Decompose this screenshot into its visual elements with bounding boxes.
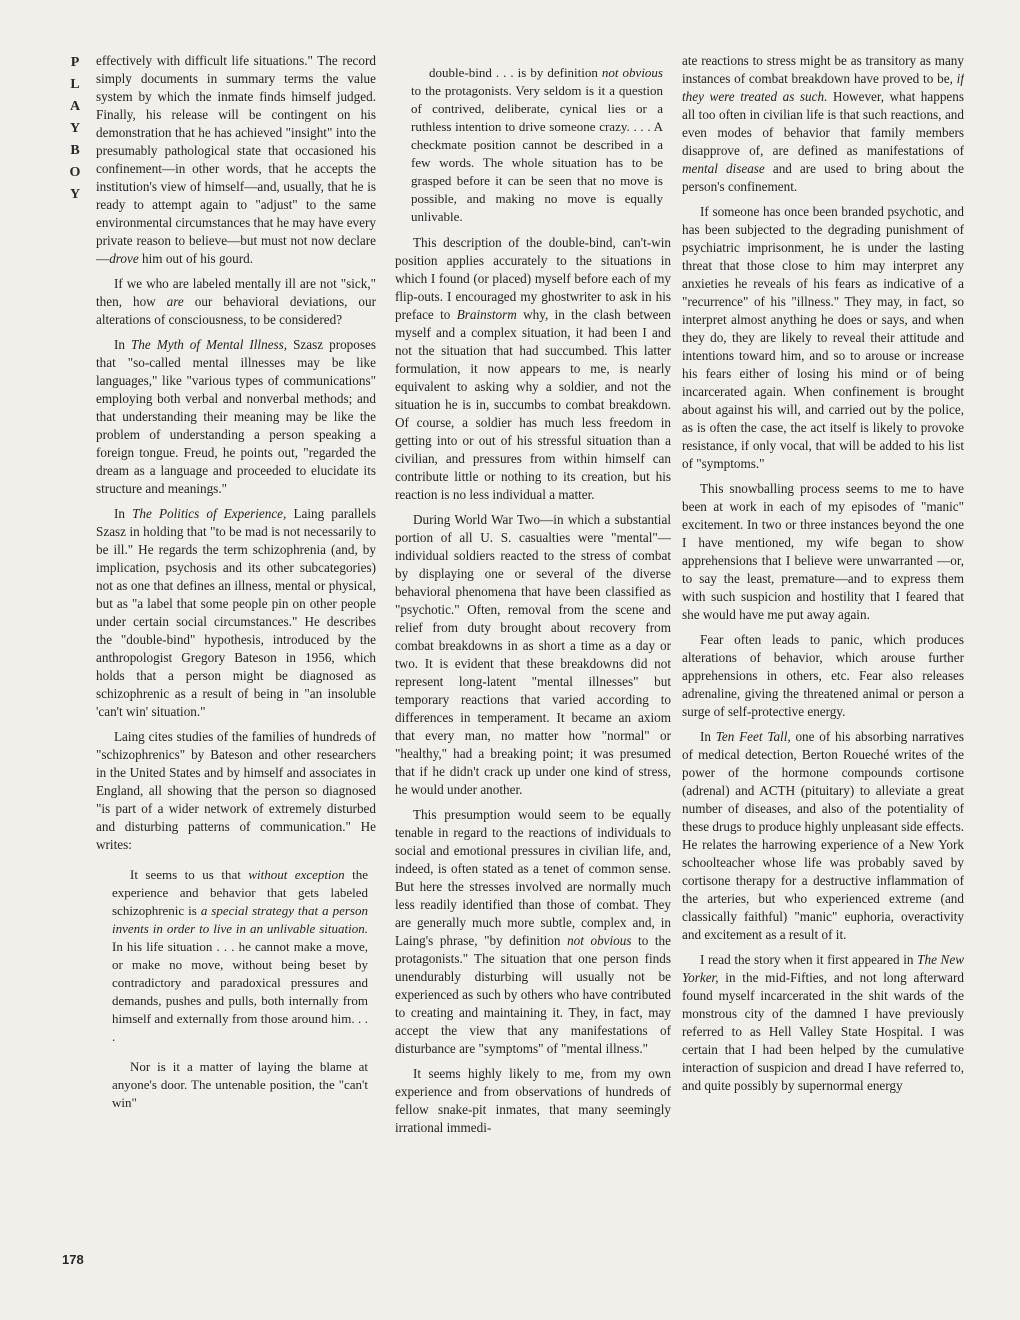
paragraph: This description of the double-bind, can't-win position applies accurately to the situations in which I found (or placed) myself before each of my flip-outs. I encouraged my ghostwriter to ask in his preface to Brainstorm why, in the clash between myself and a complex situation, it had been I and not the situation that had succumbed. This latter formulation, it now appears to me, is nearly equivalent to asking why a soldier, and not the situation he is in, succumbs to combat breakdown. Of course, a soldier has much less freedom in getting into or out of his stressful situation than a civilian, and pressures from within himself can contribute little or nothing to its creation, but his reaction is no less individual a matter. (395, 235, 671, 502)
title-letter: L (70, 77, 80, 92)
title-letter: Y (69, 187, 81, 202)
paragraph: I read the story when it first appeared in The New Yorker, in the mid-Fifties, and not long afterward found myself incarcerated in the shit wards of the monstrous city of the damned I have previously referred to as Hell Valley State Hospital. I was certain that I had been helped by the cumulative interaction of suspicion and dread I have referred to, and quite possibly by supernormal energy (682, 952, 964, 1093)
paragraph: If someone has once been branded psychotic, and has been subjected to the degrading punishment of psychiatric imprisonment, he is under the lasting threat that those close to him may interpret any anxieties he reveals of his fears as indicative of a "recurrence" of his "illness." They may, in fact, so interpret almost anything he does or says, and when they do, they are likely to reveal their attitude and intentions toward him, and so to arouse or increase his fears either of losing his mind or of being incarcerated again. When confinement is brought about against his will, and carried out by the police, as is often the case, the act itself is likely to provoke resistance, if only vocal, that will be added to his list of "symptoms." (682, 204, 964, 471)
paragraph: In The Politics of Experience, Laing parallels Szasz in holding that "to be mad is not necessarily to be ill." He regards the term schizophrenia (and, by implication, psychosis and its other subcategories) not as one that defines an illness, mental or physical, but as "a label that some people pin on other people under certain social circumstances." He describes the "double-bind" hypothesis, introduced by the anthropologist Gregory Bateson in 1956, which holds that a person might be diagnosed as schizophrenic as a result of being in "an insoluble 'can't win' situation." (96, 506, 376, 719)
title-letter: O (69, 165, 81, 180)
title-letter: P (70, 55, 80, 70)
paragraph: Fear often leads to panic, which produces alterations of behavior, which arouse further apprehensions in others, etc. Fear also releases adrenaline, giving the threatened animal or person a surge of self-protective energy. (682, 632, 964, 719)
paragraph: During World War Two—in which a substantial portion of all U. S. casualties were "mental"—individual soldiers reacted to the stress of combat by displaying one or several of the diverse behavioral phenomena that have been classified as "psychotic." Often, removal from the scene and relief from duty brought about recovery from combat breakdowns in as short a time as a day or two. It is evident that these breakdowns did not represent long-latent "mental illnesses" but temporary reactions that varied according to differences in temperament. It became an axiom that every man, no matter how "normal" or "healthy," had a breaking point; it was presumed that if he didn't crack up under one kind of stress, he would under another. (395, 512, 671, 797)
title-letter: Y (69, 121, 81, 136)
paragraph: In Ten Feet Tall, one of his absorbing narratives of medical detection, Berton Roueché writes of the power of the hormone compounds cortisone (adrenal) and ACTH (pituitary) to alleviate a great number of diseases, and also of the potentiality of these drugs to produce highly unpleasant side effects. He relates the harrowing experience of a New York schoolteacher whose life was probably saved by cortisone therapy for a destructive inflammation of the arteries, but who experienced extreme (and classically faithful) "manic" euphoria, overactivity and excitement as a result of it. (682, 729, 964, 942)
paragraph: This snowballing process seems to me to have been at work in each of my episodes of "manic" excitement. In two or three instances beyond the one I have mentioned, my wife began to show apprehensions that I believe were unwarranted —or, to say the least, premature—and to express them with such suspicion and hostility that I feared that she would have me put away again. (682, 481, 964, 622)
paragraph: This presumption would seem to be equally tenable in regard to the reactions of individuals to social and emotional pressures in civilian life, and, indeed, is often stated as a tenet of common sense. But here the stresses involved are normally much less readily identified than those of combat. They are generally much more subtle, complex and, in Laing's phrase, "by definition not obvious to the protagonists." The situation that one person finds unendurably disturbing will usually not be experienced as such by others who have contributed to creating and maintaining it. They, in fact, may accept the view that any manifestations of disturbance are "symptoms" of "mental illness." (395, 807, 671, 1056)
paragraph: If we who are labeled mentally ill are not "sick," then, how are our behavioral deviations, our alterations of consciousness, to be considered? (96, 276, 376, 327)
paragraph: effectively with difficult life situations." The record simply documents in summary terms the value system by which the inmate finds himself judged. Finally, his release will be contingent on his demonstration that he has achieved "insight" into the presumably pathological state that occasioned his confinement—in other words, that he accepts the institution's view of himself—and, usually, that he is ready to attempt again to "adjust" to the same environmental circumstances that he may have every private reason to believe—but must not now declare—drove him out of his gourd. (96, 53, 376, 266)
title-letter: B (70, 143, 80, 158)
article-column-1 (96, 52, 376, 1280)
block-quote: Nor is it a matter of laying the blame at anyone's door. The untenable position, the "can't win" (112, 1059, 368, 1110)
paragraph: ate reactions to stress might be as transitory as many instances of combat breakdown have proved to be, if they were treated as such. However, what happens all too often in civilian life is that such reactions, and even modes of behavior that family members disapprove of, are defined as manifestations of mental disease and are used to bring about the person's confinement. (682, 53, 964, 194)
title-letter: A (69, 99, 81, 114)
article-column-2 (395, 52, 671, 1280)
magazine-title-vertical (60, 52, 90, 206)
article-column-3 (682, 52, 964, 1280)
block-quote: It seems to us that without exception the experience and behavior that gets labeled schizophrenic is a special strategy that a person invents in order to live in an unlivable situation. In his life situation . . . he cannot make a move, or make no move, without being beset by contradictory and paradoxical pressures and demands, pushes and pulls, both internally from himself and externally from those around him. . . . (112, 867, 368, 1044)
block-quote: double-bind . . . is by definition not obvious to the protagonists. Very seldom is it a question of contrived, deliberate, cynical lies or a ruthless intention to drive someone crazy. . . . A checkmate position cannot be described in a few words. The whole situation has to be grasped before it can be seen that no move is possible, and making no move is equally unlivable. (411, 65, 663, 224)
paragraph: Laing cites studies of the families of hundreds of "schizophrenics" by Bateson and other researchers in the United States and by himself and associates in England, all showing that the person so diagnosed "is part of a wider network of extremely disturbed and disturbing patterns of communication." He writes: (96, 729, 376, 852)
paragraph: In The Myth of Mental Illness, Szasz proposes that "so-called mental illnesses may be like languages," like "various types of communications" employing both verbal and nonverbal methods; and that understanding their meaning may be like the problem of understanding a person speaking a foreign tongue. Freud, he points out, "regarded the dream as a language and proceeded to elucidate its structure and meanings." (96, 337, 376, 496)
page-number: 178 (62, 1252, 84, 1267)
paragraph: It seems highly likely to me, from my own experience and from observations of hundreds of fellow snake-pit inmates, that many seemingly irrational immedi- (395, 1066, 671, 1135)
